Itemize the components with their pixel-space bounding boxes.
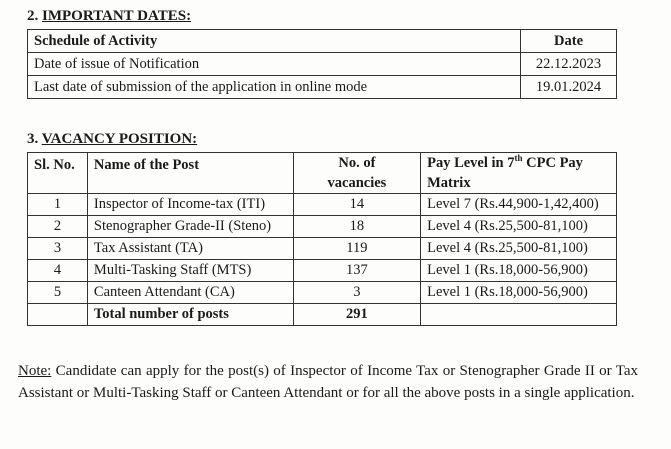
pay-cell: Level 4 (Rs.25,500-81,100)	[421, 238, 617, 260]
section-3-number: 3.	[27, 131, 39, 147]
pay-cell: Level 1 (Rs.18,000-56,900)	[421, 260, 617, 282]
header-pay-sup: th	[514, 153, 523, 164]
sl-cell: 2	[28, 216, 88, 238]
note-label: Note:	[18, 363, 52, 379]
total-value: 291	[293, 304, 420, 326]
table-row	[28, 76, 617, 99]
total-pay-empty	[421, 304, 617, 326]
table-row	[28, 216, 617, 238]
post-cell: Stenographer Grade-II (Steno)	[87, 216, 293, 238]
post-cell: Canteen Attendant (CA)	[87, 282, 293, 304]
header-vacancies-line1: No. of	[338, 155, 376, 171]
header-pay-line1-pre: Pay Level in 7	[427, 155, 515, 171]
section-2-number: 2.	[27, 8, 39, 24]
vacancies-cell: 137	[293, 260, 420, 282]
vacancies-cell: 14	[293, 194, 420, 216]
sl-cell: 1	[28, 194, 88, 216]
table-row	[28, 238, 617, 260]
vacancy-position-table	[27, 152, 617, 326]
pay-cell: Level 1 (Rs.18,000-56,900)	[421, 282, 617, 304]
total-sl-empty	[28, 304, 88, 326]
post-cell: Inspector of Income-tax (ITI)	[87, 194, 293, 216]
post-cell: Tax Assistant (TA)	[87, 238, 293, 260]
section-2-heading	[27, 8, 191, 25]
vacancies-cell: 18	[293, 216, 420, 238]
important-dates-table	[27, 29, 617, 99]
header-pay-line2: Matrix	[427, 175, 471, 191]
note-paragraph	[18, 360, 638, 404]
activity-cell: Date of issue of Notification	[28, 53, 521, 76]
table-row	[28, 260, 617, 282]
pay-cell: Level 7 (Rs.44,900-1,42,400)	[421, 194, 617, 216]
header-vacancies-line2: vacancies	[327, 175, 387, 191]
pay-cell: Level 4 (Rs.25,500-81,100)	[421, 216, 617, 238]
header-no-of-vacancies	[293, 153, 420, 194]
activity-cell: Last date of submission of the application in online mode	[28, 76, 521, 99]
header-schedule-of-activity: Schedule of Activity	[28, 30, 521, 53]
vacancies-cell: 119	[293, 238, 420, 260]
section-2-title: IMPORTANT DATES:	[42, 8, 192, 24]
total-label: Total number of posts	[87, 304, 293, 326]
table-row	[28, 194, 617, 216]
vacancies-cell: 3	[293, 282, 420, 304]
post-cell: Multi-Tasking Staff (MTS)	[87, 260, 293, 282]
section-3-title: VACANCY POSITION:	[41, 131, 198, 147]
header-name-of-post: Name of the Post	[87, 153, 293, 194]
table-row	[28, 53, 617, 76]
header-sl-no: Sl. No.	[28, 153, 88, 194]
table-row	[28, 282, 617, 304]
header-date: Date	[521, 30, 617, 53]
header-pay-line1-post: CPC Pay	[522, 155, 583, 171]
note-text: Candidate can apply for the post(s) of Inspector of Income Tax or Stenographer Grade II or Tax Assistant or Multi-Tasking Staff or Canteen Attendant or for all the above posts in a single application.	[18, 363, 638, 401]
section-3-heading	[27, 131, 197, 148]
header-pay-level	[421, 153, 617, 194]
table-header-row	[28, 30, 617, 53]
date-cell: 19.01.2024	[521, 76, 617, 99]
sl-cell: 4	[28, 260, 88, 282]
sl-cell: 3	[28, 238, 88, 260]
date-cell: 22.12.2023	[521, 53, 617, 76]
total-row	[28, 304, 617, 326]
sl-cell: 5	[28, 282, 88, 304]
